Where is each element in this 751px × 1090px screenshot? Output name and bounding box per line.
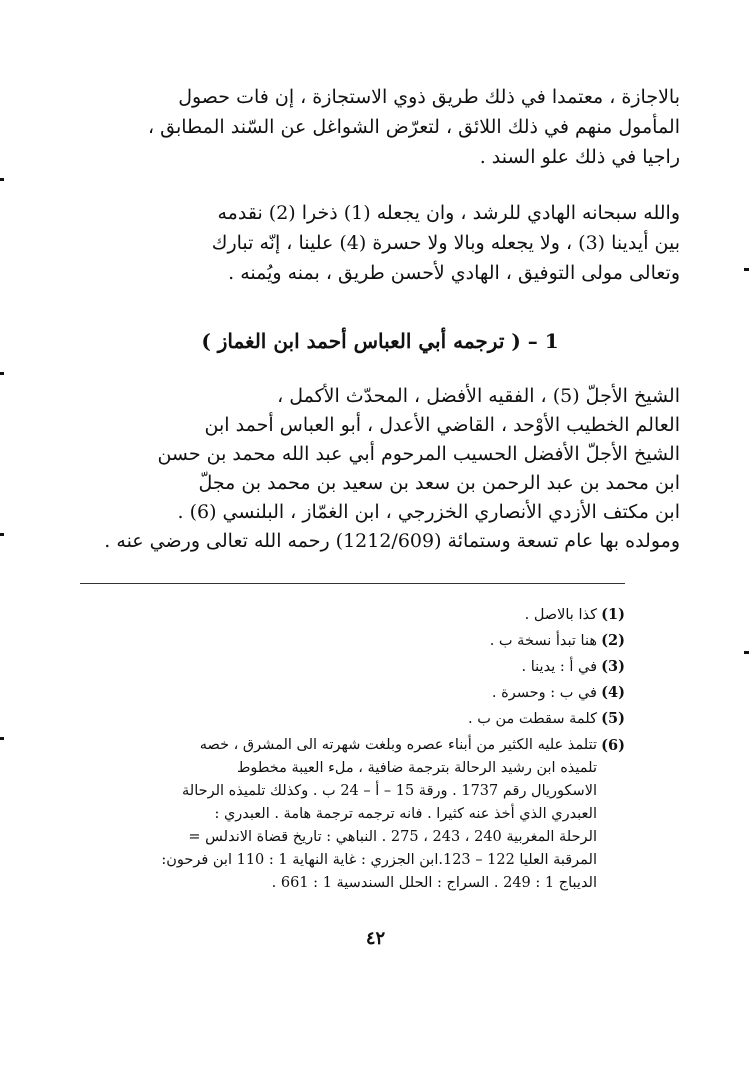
- footnote-line: الاسكوريال رقم 1737 . ورقة 15 – أ – 24 ب . وكذلك تلميذه الرحالة: [182, 783, 597, 799]
- prayer-paragraph: [80, 198, 680, 288]
- footnote-text: [80, 734, 597, 895]
- footnote-number: (2): [601, 632, 625, 649]
- scan-mark: [744, 268, 749, 271]
- footnote: [80, 654, 625, 680]
- intro-line: المأمول منهم في ذلك اللائق ، لتعرّض الشواغل عن السّند المطابق ،: [147, 116, 680, 138]
- bio-line: ابن مكتف الأزدي الأنصاري الخزرجي ، ابن الغمّاز ، البلنسي (6) .: [177, 501, 680, 523]
- scan-mark: [0, 533, 4, 536]
- footnote-text: كلمة سقطت من ب .: [468, 711, 597, 727]
- footnote-number: (1): [601, 606, 625, 623]
- scan-mark: [0, 737, 4, 740]
- page-number: ٤٢: [365, 928, 386, 949]
- footnote-line: تتلمذ عليه الكثير من أبناء عصره وبلغت شهرته الى المشرق ، خصه: [199, 737, 597, 753]
- footnote-number: (3): [601, 658, 625, 675]
- intro-paragraph: [80, 82, 680, 172]
- scan-mark: [0, 178, 4, 181]
- footnote-number: (4): [601, 684, 625, 701]
- bio-line: ومولده بها عام تسعة وستمائة (1212/609) رحمه الله تعالى ورضي عنه .: [104, 530, 680, 552]
- section-heading: 1 – ( ترجمه أبي العباس أحمد ابن الغماز ): [201, 329, 559, 353]
- footnote: [80, 628, 625, 654]
- bio-line: العالم الخطيب الأوْحد ، القاضي الأعدل ، أبو العباس أحمد ابن: [204, 414, 680, 436]
- prayer-line: والله سبحانه الهادي للرشد ، وان يجعله (1) ذخرا (2) نقدمه: [217, 202, 680, 224]
- bio-line: ابن محمد بن عبد الرحمن بن سعد بن سعيد بن محمد بن مجلّ: [198, 472, 680, 494]
- footnote: [80, 706, 625, 732]
- prayer-line: وتعالى مولى التوفيق ، الهادي لأحسن طريق ، بمنه ويُمنه .: [228, 262, 680, 284]
- page-body: [80, 70, 680, 556]
- footnote-number: (5): [601, 710, 625, 727]
- footnote-text: في ب : وحسرة .: [491, 685, 597, 701]
- footnote-text: كذا بالاصل .: [524, 607, 597, 623]
- footnotes: [80, 602, 625, 895]
- footnote: [80, 680, 625, 706]
- bio-line: الشيخ الأجلّ الأفضل الحسيب المرحوم أبي عبد الله محمد بن حسن: [157, 443, 680, 465]
- footnote-text: هنا تبدأ نسخة ب .: [489, 633, 597, 649]
- prayer-line: بين أيدينا (3) ، ولا يجعله وبالا ولا حسرة (4) علينا ، إنّه تبارك: [211, 232, 680, 254]
- scan-mark: [0, 372, 4, 375]
- footnote-line: العبدري الذي أخذ عنه كثيرا . فانه ترجمه ترجمة هامة . العبدري :: [214, 806, 597, 822]
- bio-line: الشيخ الأجلّ (5) ، الفقيه الأفضل ، المحدّث الأكمل ،: [277, 385, 680, 407]
- footnote-line: الرحلة المغربية 240 ، 243 ، 275 . النباهي : تاريخ قضاة الاندلس =: [188, 829, 597, 845]
- scan-mark: [744, 651, 749, 654]
- intro-line: بالاجازة ، معتمدا في ذلك طريق ذوي الاستجازة ، إن فات حصول: [178, 86, 680, 108]
- footnote-divider: [80, 583, 625, 584]
- footnote-line: تلميذه ابن رشيد الرحالة بترجمة ضافية ، ملء العيبة مخطوط: [236, 760, 597, 776]
- footnote-text: في أ : يدينا .: [521, 659, 597, 675]
- footnote-long: [80, 734, 625, 895]
- footnote: [80, 602, 625, 628]
- footnote-line: المرقبة العليا 122 – 123.ابن الجزري : غاية النهاية 1 : 110 ابن فرحون:: [161, 852, 597, 868]
- intro-line: راجيا في ذلك علو السند .: [479, 146, 680, 168]
- footnote-number: (6): [601, 737, 625, 754]
- footnote-line: الديباج 1 : 249 . السراج : الحلل السندسية 1 : 661 .: [271, 875, 597, 891]
- biography-paragraph: [80, 382, 680, 556]
